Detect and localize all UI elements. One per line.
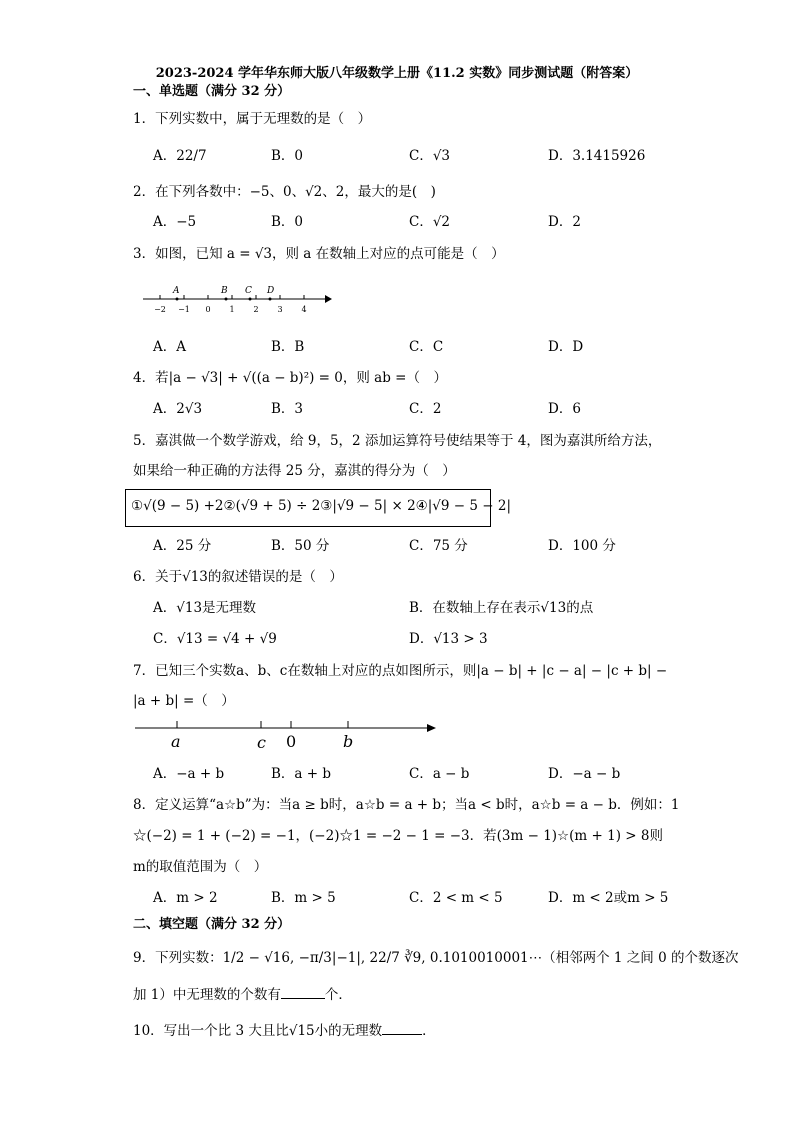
question-7-stem-line1: 7．已知三个实数a、b、c在数轴上对应的点如图所示，则|a − b| + |c − a| − |c + b| − xyxy=(133,663,668,679)
question-10-stem xyxy=(133,1020,436,1040)
question-2-stem: 2．在下列各数中：−5、0、√2、2，最大的是( ) xyxy=(133,184,436,200)
question-5-method-text: ①√(9 − 5) +2②(√9 + 5) ÷ 2③|√9 − 5| × 2④|√9 − 5 − 2| xyxy=(131,498,512,514)
question-7-stem-line2: |a + b| =（ ） xyxy=(133,693,235,709)
question-4-option-c[interactable]: C．2 xyxy=(409,401,442,417)
axis-label-b: b xyxy=(343,732,354,751)
question-7-option-a[interactable]: A．−a + b xyxy=(153,766,225,782)
question-8-stem-line3: m的取值范围为（ ） xyxy=(133,859,268,875)
question-10-answer-blank[interactable] xyxy=(382,1020,422,1035)
question-9-stem-line2 xyxy=(133,984,352,1004)
question-10-text-a: 10．写出一个比 3 大且比√15小的无理数 xyxy=(133,1023,383,1039)
question-4-option-b[interactable]: B．3 xyxy=(271,401,304,417)
axis-label-a: a xyxy=(171,732,181,751)
question-5-option-d[interactable]: D．100 分 xyxy=(548,538,616,554)
question-4-option-a[interactable]: A．2√3 xyxy=(153,401,203,417)
question-5-option-c[interactable]: C．75 分 xyxy=(409,538,468,554)
question-2-option-b[interactable]: B．0 xyxy=(271,214,304,230)
question-7-option-b[interactable]: B．a + b xyxy=(271,766,332,782)
tick-label: 0 xyxy=(205,305,211,314)
question-9-answer-blank[interactable] xyxy=(281,984,325,999)
question-1-option-c[interactable]: C．√3 xyxy=(409,148,451,164)
tick-label: 3 xyxy=(277,305,283,314)
question-5-stem-line1: 5．嘉淇做一个数学游戏，给 9，5，2 添加运算符号使结果等于 4，图为嘉淇所给方法， xyxy=(133,433,662,449)
question-5-option-b[interactable]: B．50 分 xyxy=(271,538,330,554)
point-c-dot xyxy=(249,298,252,301)
question-5-stem-line2: 如果给一种正确的方法得 25 分，嘉淇的得分为（ ） xyxy=(133,463,456,479)
question-1-option-a[interactable]: A．22/7 xyxy=(153,148,207,164)
point-b-dot xyxy=(225,298,228,301)
question-6-option-d[interactable]: D．√13 > 3 xyxy=(409,631,488,647)
axis-label-zero: 0 xyxy=(286,732,297,751)
question-6-option-a[interactable]: A．√13是无理数 xyxy=(153,600,257,616)
question-4-option-d[interactable]: D．6 xyxy=(548,401,581,417)
question-5-option-a[interactable]: A．25 分 xyxy=(153,538,212,554)
question-9-text-b: 个． xyxy=(324,987,352,1003)
question-9-text-a: 加 1）中无理数的个数有 xyxy=(133,987,281,1003)
question-3-option-a[interactable]: A．A xyxy=(153,339,186,355)
question-3-number-line xyxy=(140,282,335,316)
question-1-option-d[interactable]: D．3.1415926 xyxy=(548,148,646,164)
axis-label-c: c xyxy=(257,733,266,752)
tick-label: 2 xyxy=(253,305,259,314)
tick-label: 4 xyxy=(301,305,307,314)
question-8-option-b[interactable]: B．m > 5 xyxy=(271,890,336,906)
question-10-text-b: ． xyxy=(422,1023,436,1039)
question-1-option-b[interactable]: B．0 xyxy=(271,148,304,164)
point-label-c: C xyxy=(245,286,252,296)
question-3-option-c[interactable]: C．C xyxy=(409,339,444,355)
point-label-b: B xyxy=(221,286,228,296)
question-8-stem-line2: ☆(−2) = 1 + (−2) = −1，(−2)☆1 = −2 − 1 = −3．若(3m − 1)☆(m + 1) > 8则 xyxy=(133,828,663,844)
page-title: 2023-2024 学年华东师大版八年级数学上册《11.2 实数》同步测试题（附答案） xyxy=(155,66,639,81)
question-8-option-d[interactable]: D．m < 2或m > 5 xyxy=(548,890,669,906)
question-7-option-c[interactable]: C．a − b xyxy=(409,766,470,782)
question-3-stem: 3．如图，已知 a = √3，则 a 在数轴上对应的点可能是（ ） xyxy=(133,246,505,262)
question-4-stem: 4．若|a − √3| + √((a − b)²) = 0，则 ab =（ ） xyxy=(133,370,447,386)
point-label-d: D xyxy=(267,286,275,296)
question-7-option-d[interactable]: D．−a − b xyxy=(548,766,621,782)
question-3-option-d[interactable]: D．D xyxy=(548,339,584,355)
question-2-option-c[interactable]: C．√2 xyxy=(409,214,451,230)
question-9-stem-line1: 9．下列实数：1/2 − √16, −π/3|−1|, 22/7 ∛9, 0.1010010001⋯（相邻两个 1 之间 0 的个数逐次 xyxy=(133,950,739,966)
question-6-option-b[interactable]: B．在数轴上存在表示√13的点 xyxy=(409,600,594,616)
question-1-stem: 1．下列实数中，属于无理数的是（ ） xyxy=(133,111,372,127)
question-8-option-a[interactable]: A．m > 2 xyxy=(153,890,218,906)
question-6-option-c[interactable]: C．√13 = √4 + √9 xyxy=(153,631,277,647)
point-d-dot xyxy=(269,298,272,301)
tick-label: 1 xyxy=(229,305,235,314)
section-heading-fill-in: 二、填空题（满分 32 分） xyxy=(133,917,291,932)
question-2-option-a[interactable]: A．−5 xyxy=(153,214,197,230)
question-6-stem: 6．关于√13的叙述错误的是（ ） xyxy=(133,569,343,585)
question-2-option-d[interactable]: D．2 xyxy=(548,214,581,230)
tick-label: −1 xyxy=(178,305,190,314)
question-8-option-c[interactable]: C．2 < m < 5 xyxy=(409,890,503,906)
point-a-dot xyxy=(176,298,179,301)
tick-label: −2 xyxy=(154,305,166,314)
point-label-a: A xyxy=(173,286,180,296)
question-3-option-b[interactable]: B．B xyxy=(271,339,305,355)
section-heading-single-choice: 一、单选题（满分 32 分） xyxy=(133,84,291,99)
question-8-stem-line1: 8．定义运算“a☆b”为：当a ≥ b时，a☆b = a + b；当a < b时，a☆b = a − b．例如：1 xyxy=(133,797,680,813)
question-7-number-line xyxy=(133,716,443,752)
